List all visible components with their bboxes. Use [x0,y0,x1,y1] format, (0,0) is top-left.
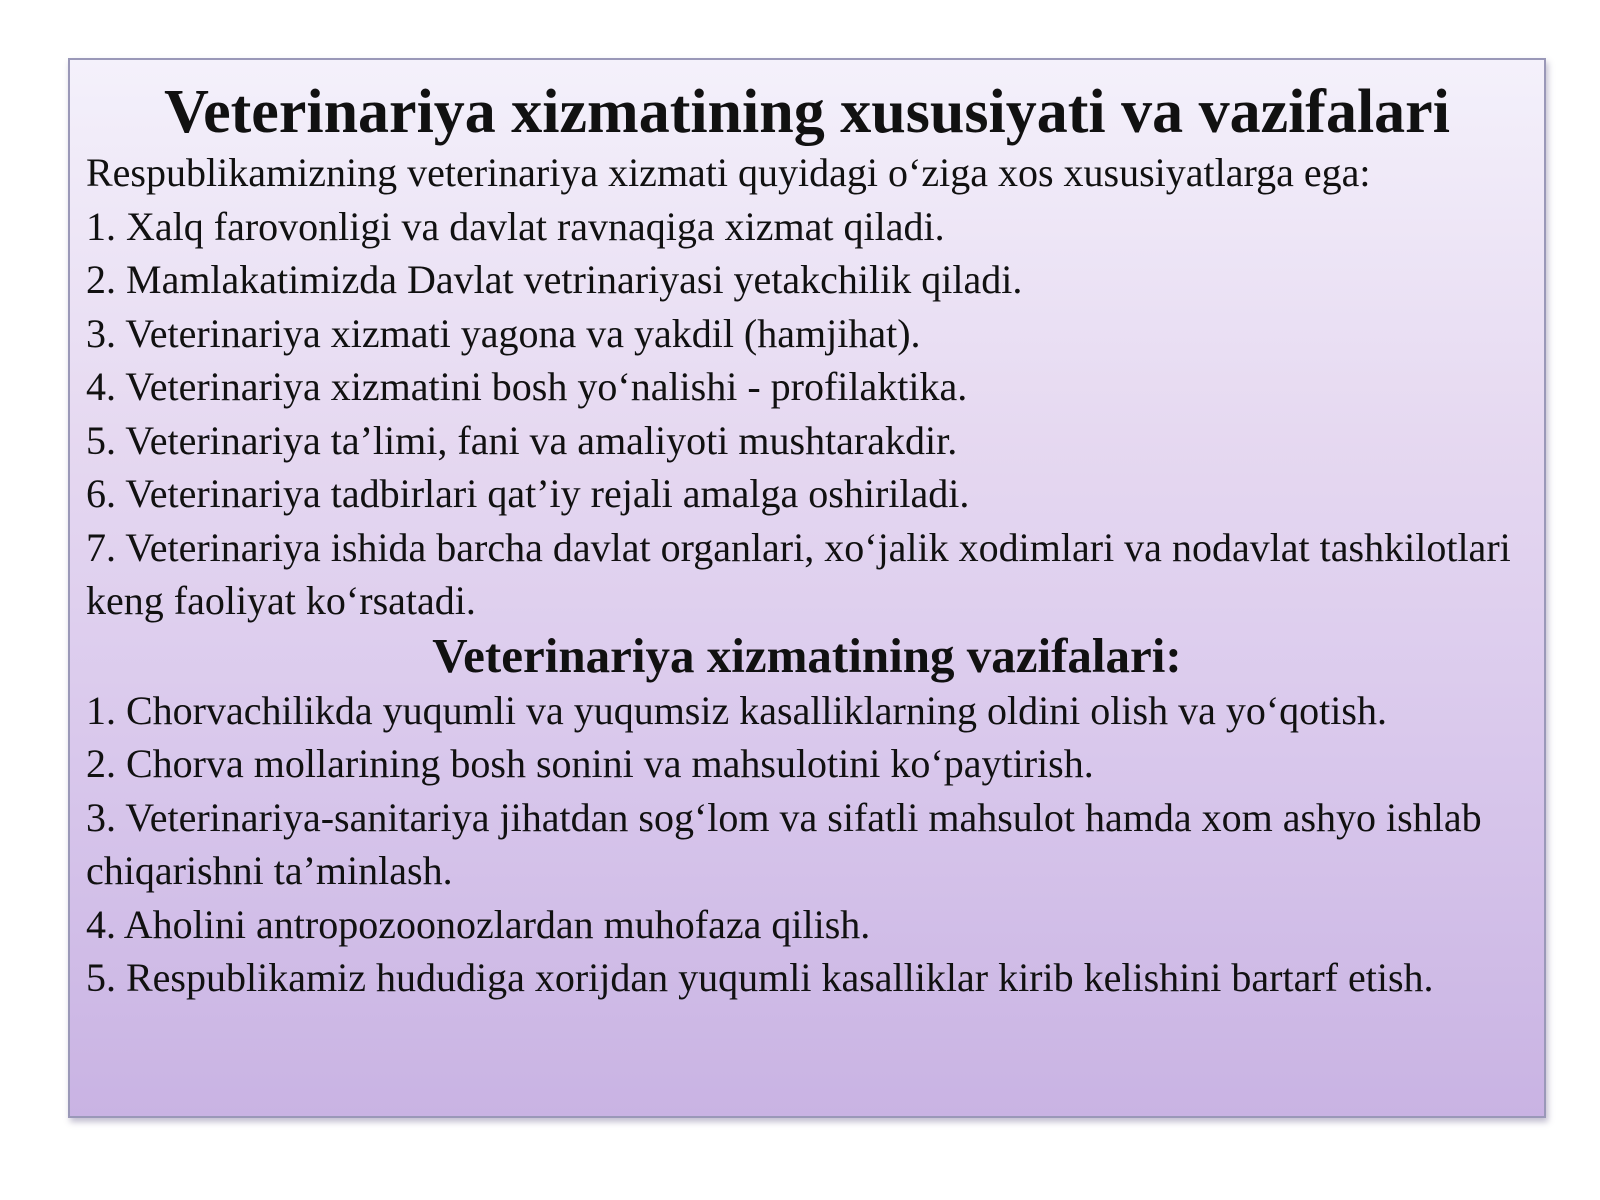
features-list [86,200,1528,628]
feature-item: 6. Veterinariya tadbirlari qat’iy rejali amalga oshiriladi. [86,471,970,516]
slide-title: Veterinariya xizmatining xususiyati va vazifalari [164,78,1450,146]
task-item: 4. Aholini antropozoonozlardan muhofaza qilish. [86,901,871,947]
task-item: 2. Chorva mollarining bosh sonini va mahsulotini ko‘paytirish. [86,741,1094,786]
intro-text: Respublikamizning veterinariya xizmati quyidagi o‘ziga xos xususiyatlarga ega: [86,150,1371,195]
tasks-heading: Veterinariya xizmatining vazifalari: [432,627,1182,683]
feature-item: 4. Veterinariya xizmatini bosh yo‘nalishi - profilaktika. [86,364,968,409]
feature-item: 5. Veterinariya ta’limi, fani va amaliyoti mushtarakdir. [86,417,958,463]
feature-item: 2. Mamlakatimizda Davlat vetrinariyasi yetakchilik qiladi. [86,257,1023,302]
feature-item: 3. Veterinariya xizmati yagona va yakdil (hamjihat). [86,310,921,356]
task-item: 5. Respublikamiz hududiga xorijdan yuqumli kasalliklar kirib kelishini bartarf etish. [86,955,1434,1000]
content-panel [68,58,1546,1118]
tasks-list [86,684,1528,1005]
task-item: 3. Veterinariya-sanitariya jihatdan sog‘lom va sifatli mahsulot hamda xom ashyo ishlab chiqarishni ta’minlash. [86,794,1482,893]
feature-item: 7. Veterinariya ishida barcha davlat organlari, xo‘jalik xodimlari va nodavlat tashkilotlari keng faoliyat ko‘rsatadi. [86,524,1511,623]
feature-item: 1. Xalq farovonligi va davlat ravnaqiga xizmat qiladi. [86,203,945,249]
task-item: 1. Chorvachilikda yuqumli va yuqumsiz kasalliklarning oldini olish va yo‘qotish. [86,687,1387,733]
